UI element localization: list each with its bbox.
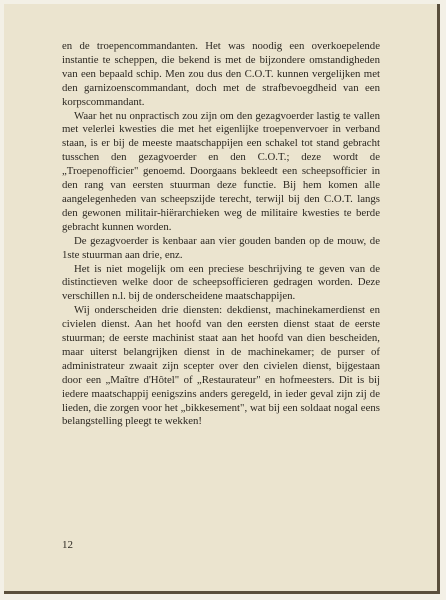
book-page: [4, 4, 440, 594]
paragraph-2: Waar het nu onpractisch zou zijn om den gezagvoerder lastig te vallen met velerlei kwesties die met het eigenlijke troepenvervoer in verband staan, is er bij de meeste maatschappijen een schakel tot stand gebracht tusschen den gezagvoerder en den C.O.T.; deze wordt de „Troepenofficier" genoemd. Doorgaans bekleedt een scheepsofficier in den rang van eersten stuurman deze functie. Bij hem komen alle aangelegenheden van scheepszijde terecht, terwijl bij den C.O.T. langs den gewonen militair-hiërarchieken weg de militaire kwesties te berde gebracht kunnen worden.: [62, 109, 380, 233]
paragraph-5: Wij onderscheiden drie diensten: dekdienst, machinekamerdienst en civielen dienst. Aan het hoofd van den eersten dienst staat de eerste stuurman; de eerste machinist staat aan het hoofd van dien bescheiden, maar uiterst belangrijken dienst in de machinekamer; de purser of administrateur zwaait zijn scepter over den civielen dienst, bijgestaan door een „Maître d'Hôtel" of „Restaurateur" en hofmeesters. Dit is bij iedere maatschappij eenigszins anders geregeld, in ieder geval zijn zij de lieden, die zorgen voor het „bikkesement", wat bij een soldaat nogal eens belangstelling pleegt te wekken!: [62, 304, 380, 428]
paragraph-1: en de troepencommandanten. Het was noodig een overkoepelende instantie te scheppen, die bekend is met de bijzondere omstandigheden van een bepaald schip. Men zou dus den C.O.T. kunnen vergelijken met den garnizoenscommandant, doch met de strafbevoegdheid van een korpscommandant.: [62, 40, 380, 108]
page-number: 12: [62, 539, 73, 551]
body-text: [62, 40, 380, 429]
paragraph-4: Het is niet mogelijk om een preciese beschrijving te geven van de distinctieven welke door de scheepsofficieren gedragen worden. Deze verschillen n.l. bij de onderscheidene maatschappijen.: [62, 262, 380, 303]
paragraph-3: De gezagvoerder is kenbaar aan vier gouden banden op de mouw, de 1ste stuurman aan drie, enz.: [62, 234, 380, 261]
